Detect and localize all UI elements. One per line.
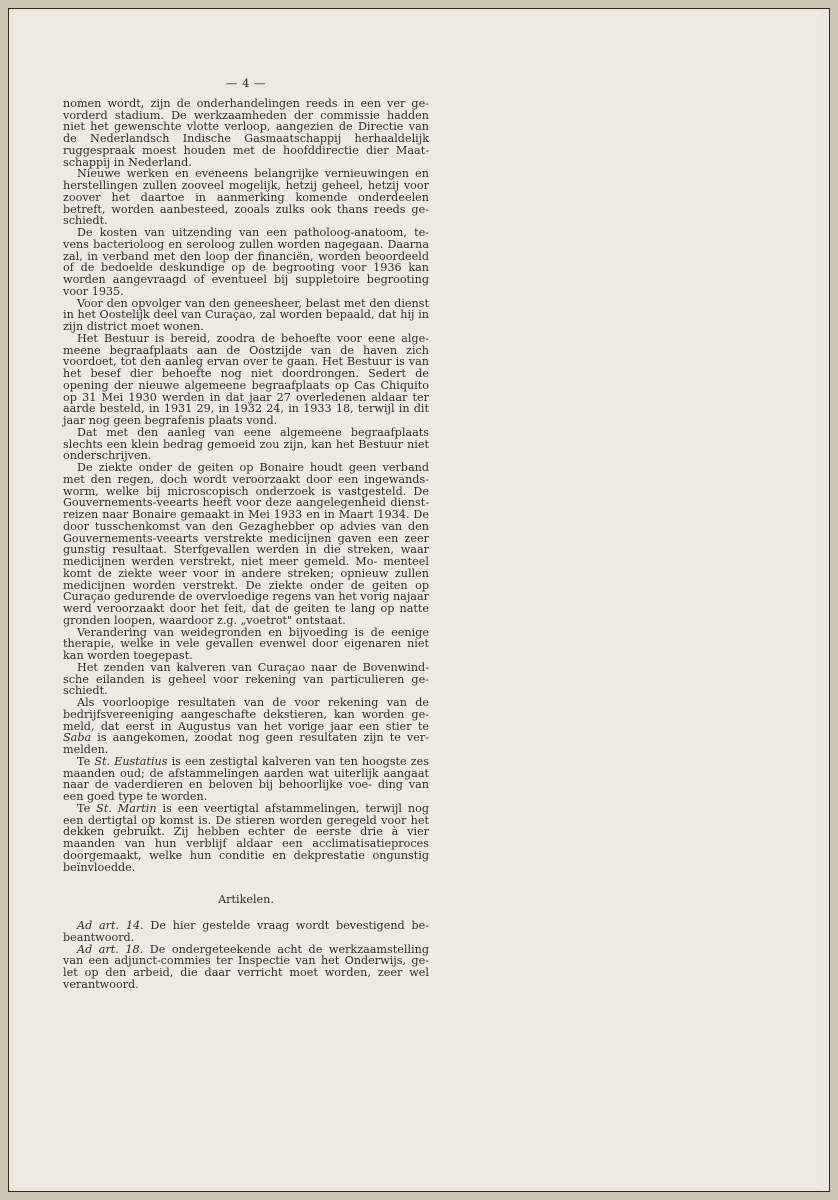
paragraph-text: Als voorloopige resultaten van de voor rekening van de bedrijfsvereeniging aangeschafte dekstieren, kan worden ge- meld, dat eerst in Augustus van het vorige jaar een stier te [63,696,429,733]
article-label: Ad art. 18. [77,942,144,956]
article-14 [63,920,429,944]
paragraph: Verandering van weidegronden en bijvoeding is de eenige therapie, welke in vele gevallen evenwel door eigenaren niet kan worden toegepast. [63,625,429,662]
paragraph-text: Te [77,801,91,815]
paragraph: Het zenden van kalveren van Curaçao naar de Bovenwind- sche eilanden is geheel voor rekening van particulieren ge- schiedt. [63,660,429,698]
paragraph: De ziekte onder de geiten op Bonaire houdt geen verband met den regen, doch wordt veroorzaakt door een ingewands- worm, welke bij microscopisch onderzoek is vastgesteld. De Gouvernements-veearts heeft voor deze aangelegenheid dienst- reizen naar Bonaire gemaakt in Mei 1933 en in Maart 1934. De door tusschenkomst van den Gezaghebber op advies van den Gouvernements-veearts verstrekte medicijnen gaven een zeer gunstig resultaat. Sterfgevallen werden in die streken, waar medicijnen werden verstrekt, niet meer gemeld. Mo- menteel komt de ziekte weer voor in andere streken; opnieuw zullen medicijnen worden verstrekt. De ziekte onder de geiten op Curaçao gedurende de overvloedige regens van het vorig najaar werd veroorzaakt door het feit, dat de geiten te lang op natte gronden loopen, waardoor z.g. „voetrot" ontstaat. [63,461,429,627]
text-column [63,78,429,991]
paragraph: Voor den opvolger van den geneesheer, belast met den dienst in het Oostelijk deel van Curaçao, zal worden bepaald, dat hij in zijn district moet wonen. [63,296,429,333]
paragraph-text: is aangekomen, zoodat nog geen resultaten zijn te ver- melden. [63,731,429,756]
page-number: — 4 — [225,76,267,90]
paragraph: nomen wordt, zijn de onderhandelingen reeds in een ver ge- vorderd stadium. De werkzaamheden der commissie hadden niet het gewenschte vlotte verloop, aangezien de Directie van de Nederlandsch Indische Gasmaatschappij herhaaldelijk ruggespraak moest houden met de hoofddirectie dier Maat- schappij in Nederland. [63,96,429,169]
paragraph: Het Bestuur is bereid, zoodra de behoefte voor eene alge- meene begraafplaats aan de Oostzijde van de haven zich voordoet, tot den aanleg ervan over te gaan. Het Bestuur is van het besef dier behoefte nog niet doordrongen. Sedert de opening der nieuwe algemeene begraafplaats op Cas Chiquito op 31 Mei 1930 werden in dat jaar 27 overledenen aldaar ter aarde besteld, in 1931 29, in 1932 24, in 1933 18, terwijl in dit jaar nog geen begrafenis plaats vond. [63,331,429,427]
paragraph: Nieuwe werken en eveneens belangrijke vernieuwingen en herstellingen zullen zooveel mogelijk, hetzij geheel, hetzij voor zoover het daartoe in aanmerking komende onderdeelen betreft, worden aanbesteed, zooals zulks ook thans reeds ge- schiedt. [63,167,429,228]
article-text: De hier gestelde vraag wordt bevestigend be- beantwoord. [63,919,430,944]
paragraph-saba [63,697,429,756]
article-18 [63,944,429,991]
paragraph-eustatius [63,756,429,803]
paragraph-martin [63,803,429,874]
article-text: De ondergeteekende acht de werkzaamstelling van een adjunct-commies ter Inspectie van het Onderwijs, ge- let op den arbeid, die daar verricht moet worden, zeer wel verantwoord. [63,942,429,991]
paragraph: Dat met den aanleg van eene algemeene begraafplaats slechts een klein bedrag gemoeid zou zijn, kan het Bestuur niet onderschrijven. [63,425,429,463]
place-name-saba: Saba [63,731,92,745]
paragraph: De kosten van uitzending van een patholoog-anatoom, te- vens bacterioloog en seroloog zullen worden nagegaan. Daarna zal, in verband met den loop der financiën, worden beoordeeld of de bedoelde deskundige op de begrooting voor 1936 kan worden aangevraagd of eventueel bij suppletoire begrooting voor 1935. [63,226,429,298]
paragraph-text: is een veertigtal afstammelingen, terwijl nog een dertigtal op komst is. De stieren worden geregeld voor het dekken gebruikt. Zij hebben echter de eerste drie à vier maanden van hun verblijf aldaar een acclimatisatieproces doorgemaakt, welke hun conditie en dekprestatie ongunstig beïnvloedde. [63,801,430,874]
paragraph-text: Te [77,754,91,768]
article-label: Ad art. 14. [77,919,144,932]
paragraph-text: is een zestigtal kalveren van ten hoogste zes maanden oud; de afstammelingen aarden wat uiterlijk aangaat naar de vaderdieren en beloven bij behoorlijke voe- ding van een goed type te worden. [63,754,430,803]
place-name-eustatius: St. Eustatius [94,754,168,768]
place-name-martin: St. Martin [96,801,157,815]
articles-heading: Artikelen. [218,893,274,907]
